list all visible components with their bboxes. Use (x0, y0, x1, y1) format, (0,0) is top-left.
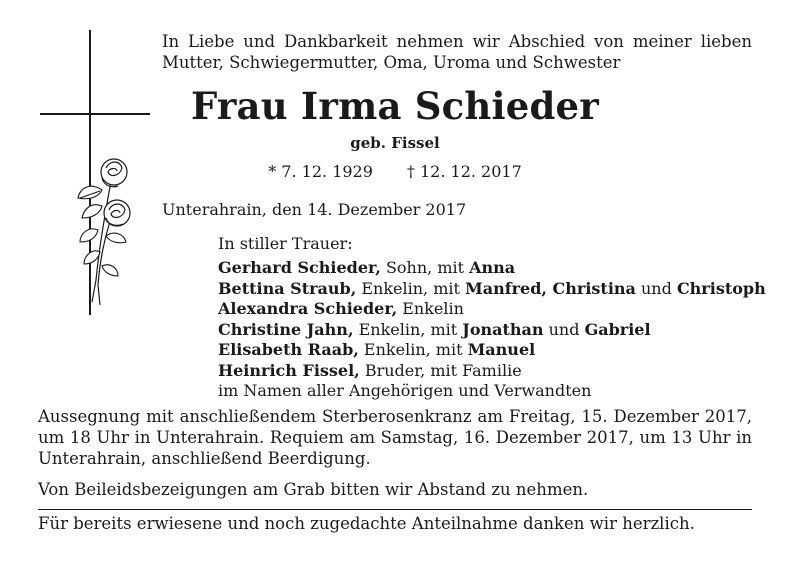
death-date: † 12. 12. 2017 (406, 162, 522, 181)
mourner-relation: Bruder, mit Familie (359, 360, 522, 380)
mourner-relation: Enkelin, mit (356, 278, 466, 298)
mourner-line (218, 340, 766, 361)
funeral-info: Aussegnung mit anschließendem Sterberosenkranz am Freitag, 15. Dezember 2017, um 18 Uhr in Unterahrain. Requiem am Samstag, 16. Dezember 2017, um 13 Uhr in Unterahrain, anschließend Beerdigung. (38, 407, 752, 468)
mourner-line (218, 361, 766, 382)
mourner-name: Christine Jahn, (218, 319, 354, 339)
mourner-name: Alexandra Schieder, (218, 299, 398, 318)
mourner-name: Elisabeth Raab, (218, 340, 359, 359)
mourner-relation: Sohn, mit (380, 258, 470, 277)
mourner-relation: Enkelin, mit (353, 319, 463, 339)
maiden-name: geb. Fissel (350, 134, 440, 152)
mourner-relation: und (635, 278, 677, 298)
mourner-name: Gerhard Schieder, (218, 258, 381, 277)
mourner-line (218, 381, 766, 402)
mourner-line (218, 258, 766, 279)
mourners-list (218, 258, 766, 402)
mourner-line (218, 299, 766, 320)
mourner-name: Jonathan (462, 319, 544, 339)
mourner-name: Christoph (676, 278, 766, 298)
mourner-name: Gabriel (584, 319, 651, 339)
mourner-name: Bettina Straub, (218, 278, 357, 298)
mourner-line (218, 320, 766, 341)
intro-text: In Liebe und Dankbarkeit nehmen wir Abschied von meiner lieben Mutter, Schwiegermutter, Oma, Uroma und Schwester (162, 32, 752, 72)
mourner-relation: Enkelin, mit (358, 340, 468, 359)
thanks-text: Für bereits erwiesene und noch zugedachte Anteilnahme danken wir herzlich. (38, 514, 695, 533)
mourner-relation: und (543, 319, 585, 339)
mourner-name: Anna (469, 258, 516, 277)
place-and-date: Unterahrain, den 14. Dezember 2017 (162, 200, 467, 219)
condolence-note: Von Beileidsbezeigungen am Grab bitten wir Abstand zu nehmen. (38, 480, 589, 499)
mourner-name: Heinrich Fissel, (218, 360, 360, 380)
mourner-line (218, 279, 766, 300)
deceased-name: Frau Irma Schieder (191, 84, 599, 128)
mourner-name: Manfred, Christina (465, 278, 636, 298)
mourner-relation: im Namen aller Angehörigen und Verwandten (218, 381, 592, 400)
birth-date: * 7. 12. 1929 (268, 162, 373, 181)
mourning-heading: In stiller Trauer: (218, 234, 353, 253)
mourner-name: Manuel (467, 340, 536, 359)
life-dates (0, 162, 790, 181)
divider (38, 509, 752, 510)
mourner-relation: Enkelin (397, 299, 464, 318)
